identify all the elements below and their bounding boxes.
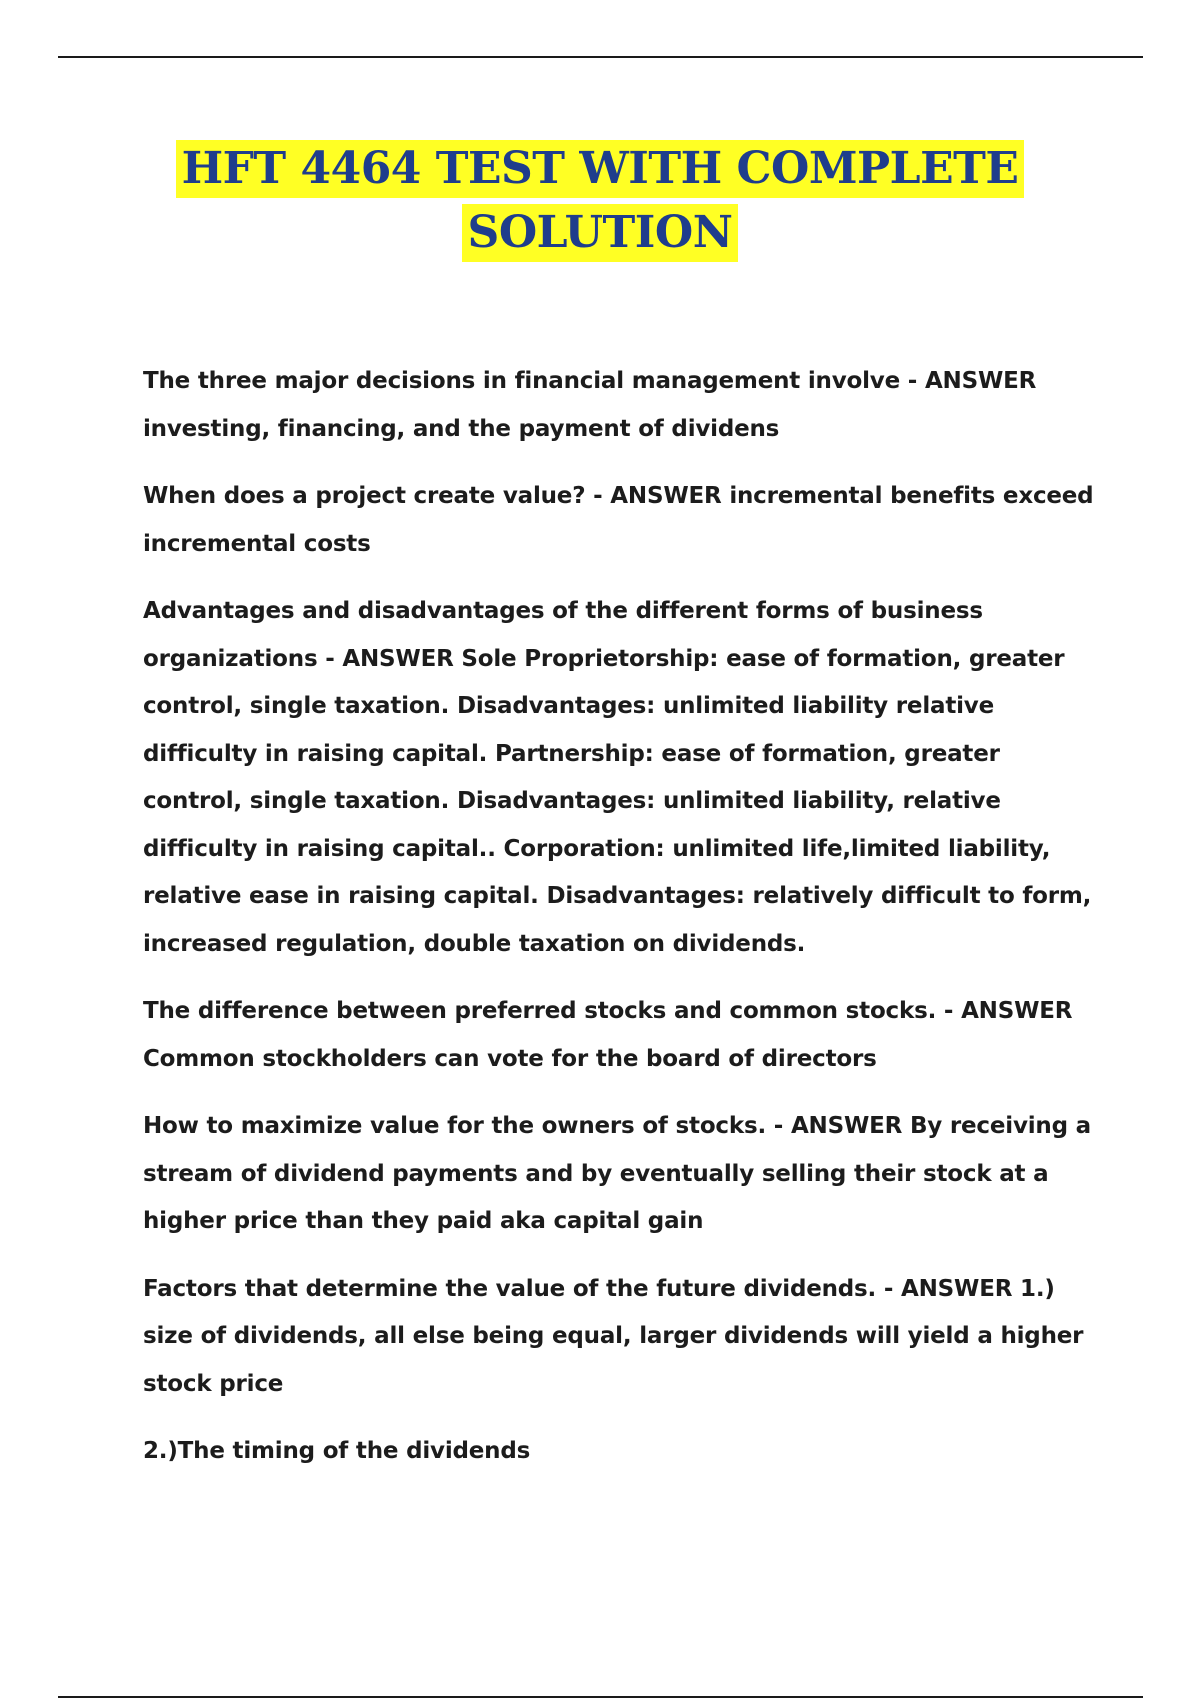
document-title (0, 140, 1200, 262)
qa-entry-3: Advantages and disadvantages of the different forms of business organizations - ANSWER Sole Proprietorship: ease of formation, greater control, single taxation. Disadvantages: unlimited liability relative difficulty in raising capital. Partnership: ease of formation, greater control, single taxation. Disadvantages: unlimited liability, relative difficulty in raising capital.. Corporation: unlimited life,limited liability, relative ease in raising capital. Disadvantages: relatively difficult to form, increased regulation, double taxation on dividends. (143, 598, 1092, 957)
qa-entry-6: Factors that determine the value of the future dividends. - ANSWER 1.) size of dividends, all else being equal, larger dividends will yield a higher stock price (143, 1275, 1084, 1397)
title-line-2: SOLUTION (462, 204, 739, 262)
qa-entry-5: How to maximize value for the owners of stocks. - ANSWER By receiving a stream of dividend payments and by eventually selling their stock at a higher price than they paid aka capital gain (143, 1113, 1091, 1234)
bottom-rule (58, 1696, 1143, 1698)
qa-entry-1: The three major decisions in financial management involve - ANSWER investing, financing, and the payment of dividens (143, 368, 1037, 442)
qa-entry-4: The difference between preferred stocks and common stocks. - ANSWER Common stockholders can vote for the board of directors (143, 998, 1073, 1072)
title-line-1: HFT 4464 TEST WITH COMPLETE (176, 140, 1025, 198)
document-body (143, 358, 1103, 1496)
qa-entry-7: 2.)The timing of the dividends (143, 1438, 531, 1464)
qa-entry-2: When does a project create value? - ANSWER incremental benefits exceed incremental costs (143, 483, 1094, 557)
top-rule (58, 56, 1143, 58)
